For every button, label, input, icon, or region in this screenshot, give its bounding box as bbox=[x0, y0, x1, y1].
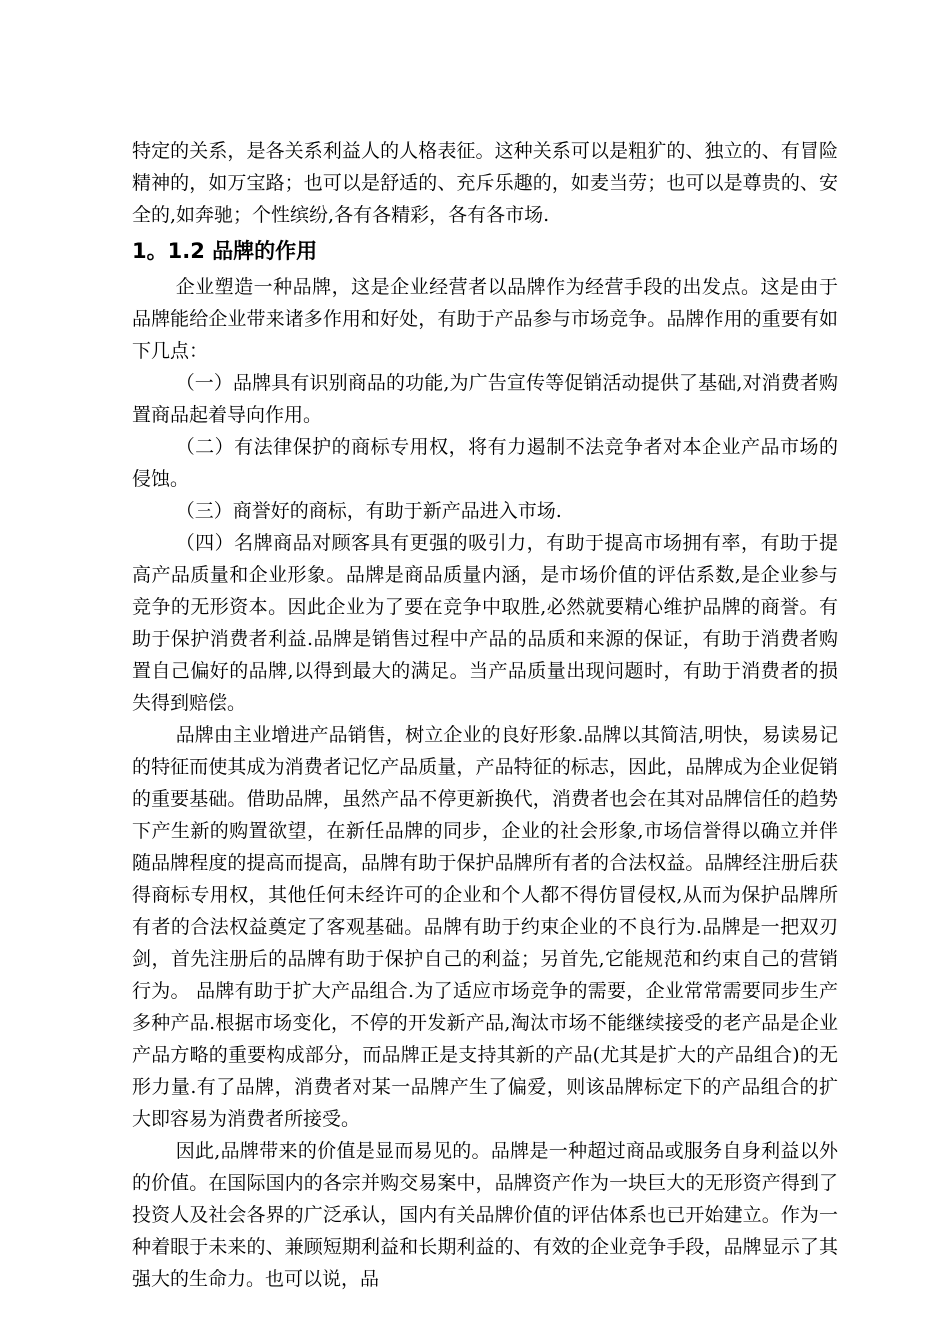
body-paragraph-4: （三）商誉好的商标，有助于新产品进入市场. bbox=[175, 500, 562, 522]
intro-paragraph: 特定的关系，是各关系利益人的人格表征。这种关系可以是粗犷的、独立的、有冒险精神的，如万宝路；也可以是舒适的、充斥乐趣的，如麦当劳；也可以是尊贵的、安全的,如奔驰；个性缤纷,各有各精彩，各有各市场. bbox=[132, 140, 838, 226]
body-paragraph-7: 因此,品牌带来的价值是显而易见的。品牌是一种超过商品或服务自身利益以外的价值。在国际国内的各宗并购交易案中，品牌资产作为一块巨大的无形资产得到了投资人及社会各界的广泛承认，国内有关品牌价值的评估体系也已开始建立。作为一种着眼于未来的、兼顾短期利益和长期利益的、有效的企业竞争手段，品牌显示了其强大的生命力。也可以说，品 bbox=[132, 1140, 838, 1290]
body-paragraph-1: 企业塑造一种品牌，这是企业经营者以品牌作为经营手段的出发点。这是由于品牌能给企业带来诸多作用和好处，有助于产品参与市场竞争。品牌作用的重要有如下几点： bbox=[132, 276, 838, 362]
body-paragraph-5: （四）名牌商品对顾客具有更强的吸引力，有助于提高市场拥有率，有助于提高产品质量和企业形象。品牌是商品质量内涵，是市场价值的评估系数,是企业参与竞争的无形资本。因此企业为了要在竞争中取胜,必然就要精心维护品牌的商誉。有助于保护消费者利益.品牌是销售过程中产品的品质和来源的保证，有助于消费者购置自己偏好的品牌,以得到最大的满足。当产品质量出现问题时，有助于消费者的损失得到赔偿。 bbox=[132, 532, 838, 714]
body-paragraph-3: （二）有法律保护的商标专用权，将有力遏制不法竞争者对本企业产品市场的侵蚀。 bbox=[132, 436, 838, 490]
body-paragraph-6: 品牌由主业增进产品销售，树立企业的良好形象.品牌以其简洁,明快，易读易记的特征而使其成为消费者记忆产品质量，产品特征的标志，因此，品牌成为企业促销的重要基础。借助品牌，虽然产品不停更新换代，消费者也会在其对品牌信任的趋势下产生新的购置欲望，在新任品牌的同步，企业的社会形象,市场信誉得以确立并伴随品牌程度的提高而提高，品牌有助于保护品牌所有者的合法权益。品牌经注册后获得商标专用权，其他任何未经许可的企业和个人都不得仿冒侵权,从而为保护品牌所有者的合法权益奠定了客观基础。品牌有助于约束企业的不良行为.品牌是一把双刃剑，首先注册后的品牌有助于保护自己的利益；另首先,它能规范和约束自己的营销行为。 品牌有助于扩大产品组合.为了适应市场竞争的需要，企业常常需要同步生产多种产品.根据市场变化，不停的开发新产品,淘汰市场不能继续接受的老产品是企业产品方略的重要构成部分，而品牌正是支持其新的产品(尤其是扩大的产品组合)的无形力量.有了品牌，消费者对某一品牌产生了偏爱，则该品牌标定下的产品组合的扩大即容易为消费者所接受。 bbox=[132, 724, 838, 1130]
section-heading: 1。1.2 品牌的作用 bbox=[132, 239, 318, 263]
body-paragraph-2: （一）品牌具有识别商品的功能,为广告宣传等促销活动提供了基础,对消费者购置商品起着导向作用。 bbox=[132, 372, 838, 426]
document-page bbox=[132, 135, 838, 1295]
